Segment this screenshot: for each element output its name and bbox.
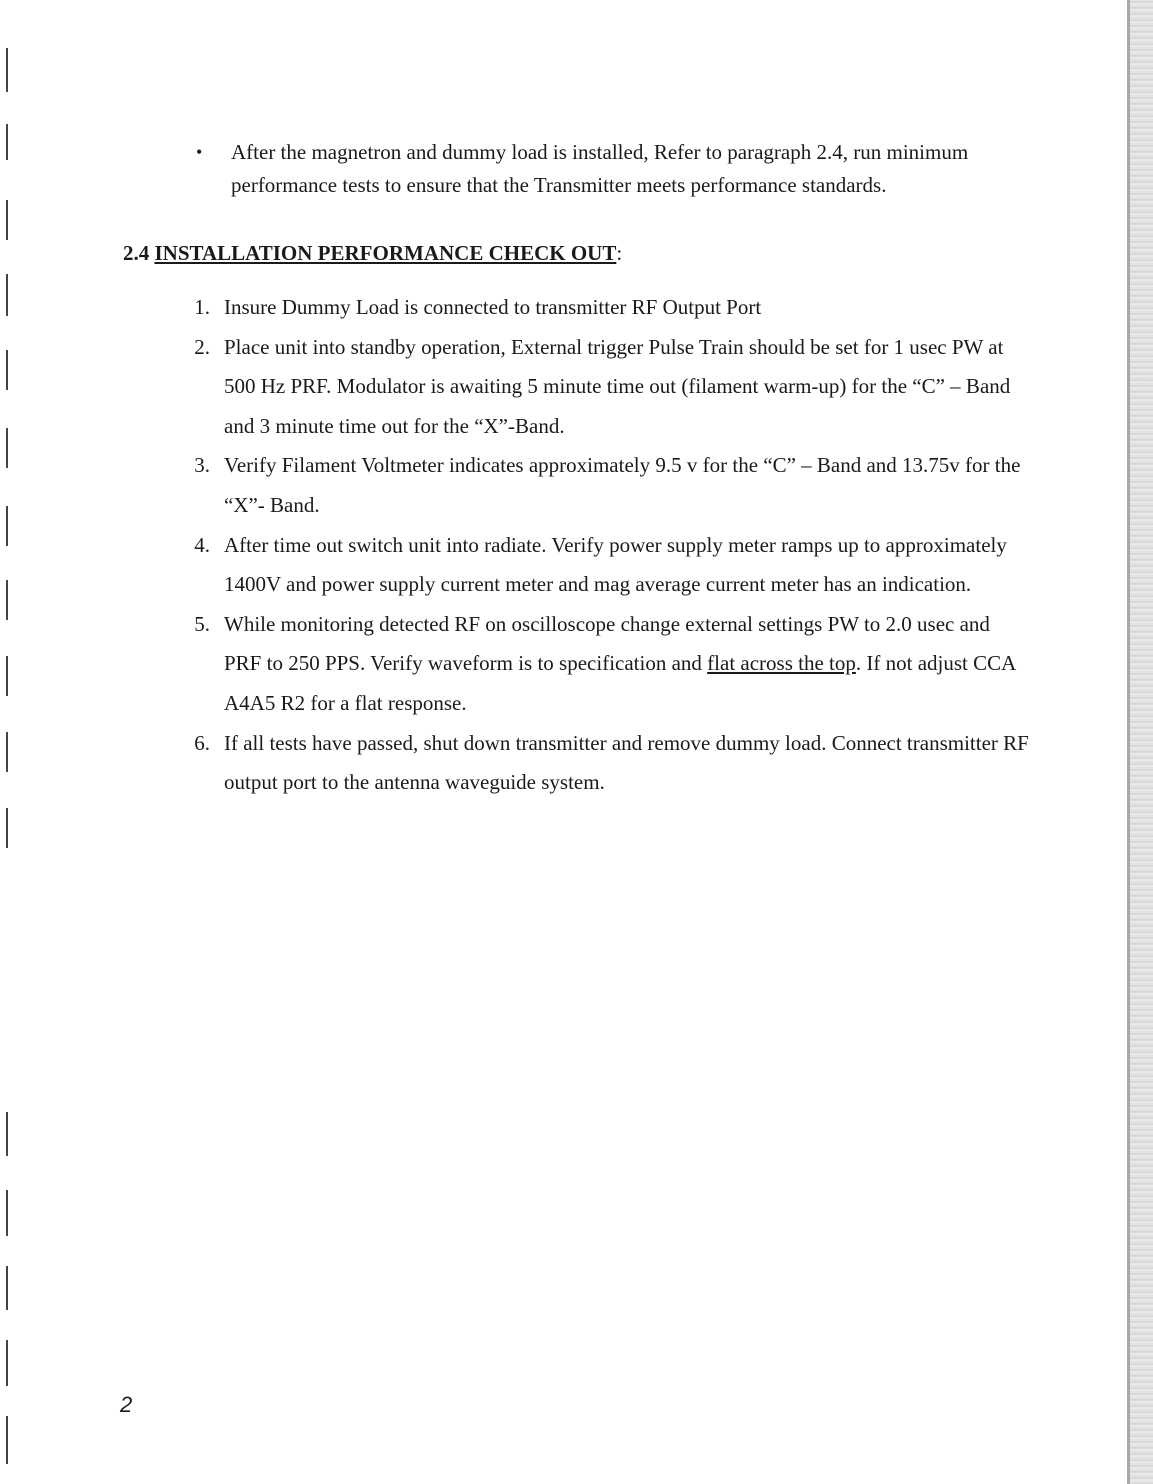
procedure-steps <box>180 288 1030 803</box>
step-text: Place unit into standby operation, External trigger Pulse Train should be set for 1 usec PW at 500 Hz PRF. Modulator is awaiting 5 minute time out (filament warm-up) for the “C” – Band and 3 minute time out for the “X”-Band. <box>224 334 1011 438</box>
step-2 <box>180 328 1030 447</box>
section-number: 2.4 <box>123 241 150 265</box>
step-number: 5. <box>194 611 210 636</box>
page-number: 2 <box>120 1392 133 1417</box>
step-text-before: While monitoring detected RF on oscilloscope change external settings PW to 2.0 usec and PRF to 250 PPS. Verify waveform is to specification and <box>224 611 990 676</box>
bullet-text: After the magnetron and dummy load is installed, Refer to paragraph 2.4, run minimum performance tests to ensure that the Transmitter meets performance standards. <box>231 140 969 197</box>
step-text-underlined: flat across the top <box>707 651 856 676</box>
section-title-suffix: : <box>616 241 623 265</box>
step-1 <box>180 288 1030 328</box>
bullet-symbol: • <box>196 142 203 162</box>
section-heading <box>123 238 622 268</box>
step-number: 4. <box>194 532 210 557</box>
step-text: Verify Filament Voltmeter indicates approximately 9.5 v for the “C” – Band and 13.75v for the “X”- Band. <box>224 453 1021 517</box>
step-text: Insure Dummy Load is connected to transmitter RF Output Port <box>224 295 762 319</box>
step-number: 6. <box>194 730 210 755</box>
step-4 <box>180 526 1030 605</box>
step-text: After time out switch unit into radiate. Verify power supply meter ramps up to approximately 1400V and power supply current meter and mag average current meter has an indication. <box>224 532 1007 597</box>
step-number: 1. <box>194 295 210 319</box>
step-3 <box>180 446 1030 525</box>
step-text: If all tests have passed, shut down transmitter and remove dummy load. Connect transmitter RF output port to the antenna waveguide system. <box>224 730 1029 795</box>
section-title: INSTALLATION PERFORMANCE CHECK OUT <box>154 241 617 265</box>
step-text-after: . If not adjust CCA A4A5 R2 for a flat response. <box>224 651 1016 715</box>
step-5 <box>180 605 1030 724</box>
step-6 <box>180 724 1030 803</box>
step-number: 3. <box>194 453 210 478</box>
step-number: 2. <box>194 334 210 359</box>
